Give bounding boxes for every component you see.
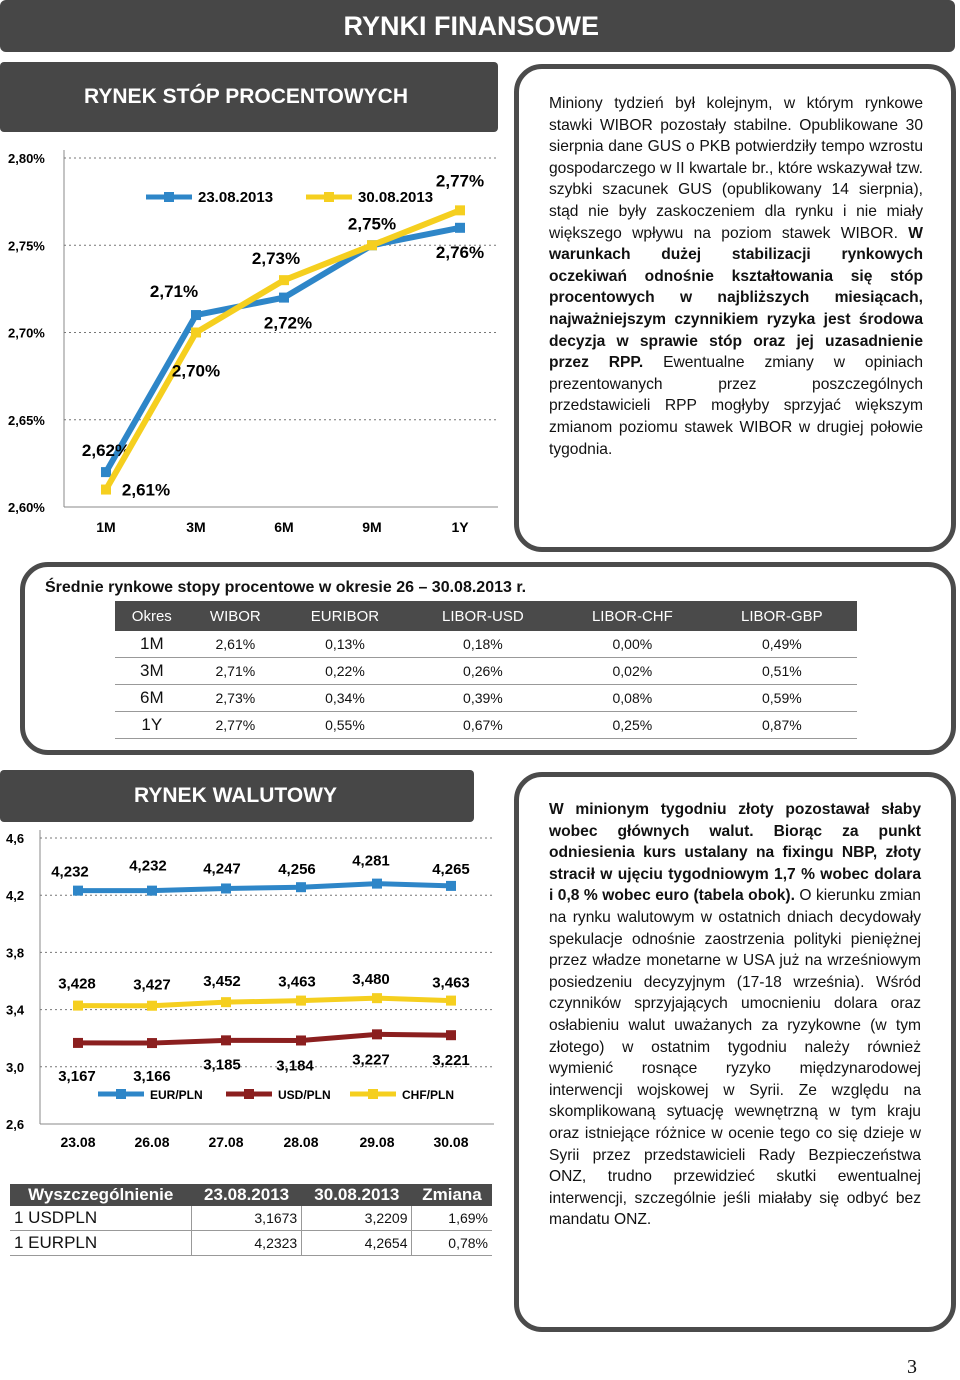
x-tick-label: 3M	[186, 519, 206, 535]
legend-label: CHF/PLN	[402, 1088, 454, 1102]
data-label: 2,77%	[435, 171, 485, 191]
rate-cell: 2,73%	[189, 685, 283, 712]
data-point	[372, 993, 382, 1003]
rates-table-header	[115, 601, 857, 631]
rate-cell: 0,67%	[408, 712, 558, 739]
data-label: 4,232	[51, 863, 89, 881]
rate-cell: 0,39%	[408, 685, 558, 712]
data-label: 3,463	[432, 974, 470, 992]
rate-cell: 2,61%	[189, 631, 283, 658]
data-point	[191, 310, 201, 320]
data-point	[455, 223, 465, 233]
x-tick-label: 23.08	[60, 1134, 96, 1150]
period-cell: 3M	[115, 658, 189, 685]
legend-label: EUR/PLN	[150, 1088, 203, 1102]
table-row	[10, 1206, 492, 1231]
rates-header-cell: Okres	[115, 601, 189, 631]
x-tick-label: 27.08	[208, 1134, 244, 1150]
data-point	[372, 879, 382, 889]
data-label: 3,167	[58, 1067, 96, 1085]
data-point	[147, 1001, 157, 1011]
rate-cell: 0,26%	[408, 658, 558, 685]
legend-marker	[164, 192, 174, 202]
data-label: 2,76%	[435, 242, 485, 262]
y-tick-label: 2,70%	[8, 325, 45, 341]
x-tick-label: 9M	[362, 519, 382, 535]
value-cell: 4,2654	[302, 1231, 412, 1256]
rates-commentary	[549, 93, 923, 460]
period-cell: 6M	[115, 685, 189, 712]
rates-text-end: Ewentualne zmiany w opiniach prezentowanych przez poszczególnych przedstawicieli RPP mogłyby sprzyjać większym zmianom poziomu stawek WIBOR w drugiej połowie tygodnia.	[549, 354, 924, 458]
data-label: 3,427	[133, 976, 171, 994]
data-point	[446, 881, 456, 891]
data-label: 3,452	[203, 973, 241, 991]
data-label: 3,463	[278, 973, 316, 991]
legend-marker	[368, 1089, 378, 1099]
legend-marker	[116, 1089, 126, 1099]
data-point	[446, 996, 456, 1006]
data-point	[296, 996, 306, 1006]
x-tick-label: 1Y	[451, 519, 469, 535]
series-line	[78, 884, 451, 891]
table-row	[115, 658, 857, 685]
rates-header-cell: LIBOR-USD	[408, 601, 558, 631]
data-label: 4,265	[432, 860, 470, 878]
rate-cell: 0,00%	[558, 631, 707, 658]
data-label: 2,61%	[121, 480, 171, 500]
fx-commentary	[549, 799, 921, 1231]
table-row	[10, 1231, 492, 1256]
fx-section-title: RYNEK WALUTOWY	[134, 784, 337, 807]
rates-table-caption: Średnie rynkowe stopy procentowe w okresie 26 – 30.08.2013 r.	[45, 579, 530, 597]
value-cell: 1,69%	[412, 1206, 492, 1231]
data-point	[101, 467, 111, 477]
rate-cell: 0,13%	[282, 631, 408, 658]
rate-cell: 0,55%	[282, 712, 408, 739]
value-cell: 4,2323	[191, 1231, 301, 1256]
series-line	[78, 1034, 451, 1043]
data-point	[221, 997, 231, 1007]
value-cell: 3,2209	[302, 1206, 412, 1231]
data-point	[147, 1038, 157, 1048]
rate-cell: 0,87%	[707, 712, 857, 739]
currency-cell: 1 USDPLN	[10, 1206, 191, 1231]
fx-chart	[0, 822, 505, 1184]
y-tick-label: 3,0	[6, 1059, 25, 1075]
data-label: 3,185	[203, 1056, 241, 1074]
y-tick-label: 2,75%	[8, 238, 45, 254]
x-tick-label: 26.08	[134, 1134, 170, 1150]
x-tick-label: 1M	[96, 519, 116, 535]
legend-label: 30.08.2013	[358, 189, 434, 206]
fx-header-cell: Wyszczególnienie	[10, 1184, 191, 1206]
rates-text-intro: Miniony tydzień był kolejnym, w którym rynkowe stawki WIBOR pozostały stabilne. Opublikowane 30 sierpnia dane GUS o PKB potwierdziły tempo wzrostu gospodarczego w II kwartale br., które wskazywał tzw. szybki szacunek GUS (opublikowany 14 sierpnia), stąd nie były zaskoczeniem dla rynku i nie miały większego wpływu na poziom stawek WIBOR.	[549, 95, 923, 242]
data-point	[191, 328, 201, 338]
x-tick-label: 28.08	[283, 1134, 319, 1150]
rates-text-bold: W warunkach dużej stabilizacji rynkowych oczekiwań odnośnie kształtowania się stóp procentowych w najbliższych miesiącach, najważniejszym czynnikiem ryzyka jest środowa decyzja w sprawie stóp oraz jej uzasadnienie przez RPP.	[549, 224, 923, 372]
x-tick-label: 6M	[274, 519, 294, 535]
rate-cell: 0,49%	[707, 631, 857, 658]
data-point	[73, 886, 83, 896]
data-label: 4,281	[352, 852, 390, 870]
data-label: 2,71%	[149, 282, 199, 302]
fx-table-header	[10, 1184, 492, 1206]
fx-text-bold: W minionym tygodniu złoty pozostawał słaby wobec głównych walut. Biorąc za punkt odniesienia kurs ustalany na fixingu NBP, złoty stracił w ujęciu tygodniowym 1,7 % wobec dolara i 0,8 % wobec euro (tabela obok).	[549, 801, 921, 905]
data-label: 3,227	[352, 1051, 390, 1069]
rate-cell: 0,51%	[707, 658, 857, 685]
data-point	[296, 882, 306, 892]
data-point	[147, 886, 157, 896]
data-point	[367, 240, 377, 250]
rates-header-cell: EURIBOR	[282, 601, 408, 631]
table-row	[115, 685, 857, 712]
y-tick-label: 2,60%	[8, 500, 45, 515]
data-point	[101, 485, 111, 495]
fx-header-cell: 30.08.2013	[302, 1184, 412, 1206]
rates-section-title-bar	[0, 62, 498, 132]
series-line	[78, 998, 451, 1006]
rate-cell: 2,77%	[189, 712, 283, 739]
x-tick-label: 29.08	[359, 1134, 395, 1150]
currency-cell: 1 EURPLN	[10, 1231, 191, 1256]
data-point	[279, 293, 289, 303]
data-label: 3,221	[432, 1052, 470, 1070]
fx-header-cell: Zmiana	[412, 1184, 492, 1206]
legend-label: USD/PLN	[278, 1088, 331, 1102]
data-label: 2,62%	[81, 441, 131, 461]
rate-cell: 0,25%	[558, 712, 707, 739]
rate-cell: 0,34%	[282, 685, 408, 712]
rates-section-title: RYNEK STÓP PROCENTOWYCH	[84, 85, 408, 108]
fx-commentary-panel	[514, 772, 956, 1332]
rates-commentary-panel	[514, 64, 956, 552]
period-cell: 1M	[115, 631, 189, 658]
rate-cell: 0,59%	[707, 685, 857, 712]
data-label: 2,75%	[347, 214, 397, 234]
page-title: RYNKI FINANSOWE	[343, 10, 599, 41]
table-row	[115, 712, 857, 739]
data-point	[221, 883, 231, 893]
fx-header-cell: 23.08.2013	[191, 1184, 301, 1206]
rate-cell: 0,22%	[282, 658, 408, 685]
data-label: 4,256	[278, 861, 316, 879]
y-tick-label: 3,4	[6, 1002, 25, 1018]
y-tick-label: 4,6	[6, 831, 25, 846]
legend-marker	[244, 1089, 254, 1099]
y-tick-label: 2,65%	[8, 412, 45, 428]
rates-table	[115, 601, 857, 739]
rate-cell: 0,02%	[558, 658, 707, 685]
period-cell: 1Y	[115, 712, 189, 739]
data-label: 2,73%	[251, 249, 301, 269]
rates-chart	[0, 134, 505, 544]
legend-label: 23.08.2013	[198, 189, 274, 206]
rate-cell: 0,18%	[408, 631, 558, 658]
data-label: 4,232	[129, 857, 167, 875]
data-label: 3,480	[352, 971, 390, 989]
data-point	[446, 1030, 456, 1040]
y-tick-label: 2,6	[6, 1117, 25, 1132]
rates-header-cell: LIBOR-CHF	[558, 601, 707, 631]
y-tick-label: 2,80%	[8, 151, 45, 166]
data-point	[372, 1029, 382, 1039]
data-label: 2,70%	[171, 361, 221, 381]
data-point	[221, 1035, 231, 1045]
value-cell: 0,78%	[412, 1231, 492, 1256]
fx-table	[10, 1184, 492, 1256]
legend-marker	[324, 192, 334, 202]
data-label: 3,184	[276, 1057, 314, 1075]
y-tick-label: 3,8	[6, 945, 25, 961]
page-number: 3	[907, 1356, 917, 1378]
page-header	[0, 0, 955, 52]
data-point	[455, 205, 465, 215]
data-point	[73, 1001, 83, 1011]
data-label: 3,166	[133, 1068, 171, 1086]
rates-header-cell: WIBOR	[189, 601, 283, 631]
data-label: 2,72%	[263, 313, 313, 333]
table-row	[115, 631, 857, 658]
data-point	[73, 1038, 83, 1048]
fx-section-title-bar	[0, 770, 474, 822]
x-tick-label: 30.08	[433, 1134, 469, 1150]
data-label: 4,247	[203, 860, 241, 878]
rates-header-cell: LIBOR-GBP	[707, 601, 857, 631]
rate-cell: 0,08%	[558, 685, 707, 712]
rate-cell: 2,71%	[189, 658, 283, 685]
y-tick-label: 4,2	[6, 888, 25, 904]
data-point	[279, 275, 289, 285]
value-cell: 3,1673	[191, 1206, 301, 1231]
fx-text-rest: O kierunku zmian na rynku walutowym w ostatnich dniach decydowały spekulacje odnośnie zaostrzenia polityki pieniężnej przez władze monetarne w USA już na wrześniowym posiedzeniu decyzyjnym (17-18 września). Wśród czynników sprzyjających umocnieniu dolara oraz osłabieniu walut uważanych za ryzykowne (w tym złotego) w ostatnim tygodniu należy również wymienić rosnące ryzyko międzynarodowej interwencji wojskowej w Syrii. Ze względu na skomplikowaną sytuację wewnętrzną w tym kraju oraz istniejące różnice w ocenie tego co się dzieje w Syrii przez przedstawicieli Rady Bezpieczeństwa ONZ, trudno przewidzieć skutki ewentualnej interwencji, szczególnie jeśli miałaby się odbyć bez mandatu ONZ.	[549, 887, 921, 1229]
data-point	[296, 1035, 306, 1045]
data-label: 3,428	[58, 975, 96, 993]
